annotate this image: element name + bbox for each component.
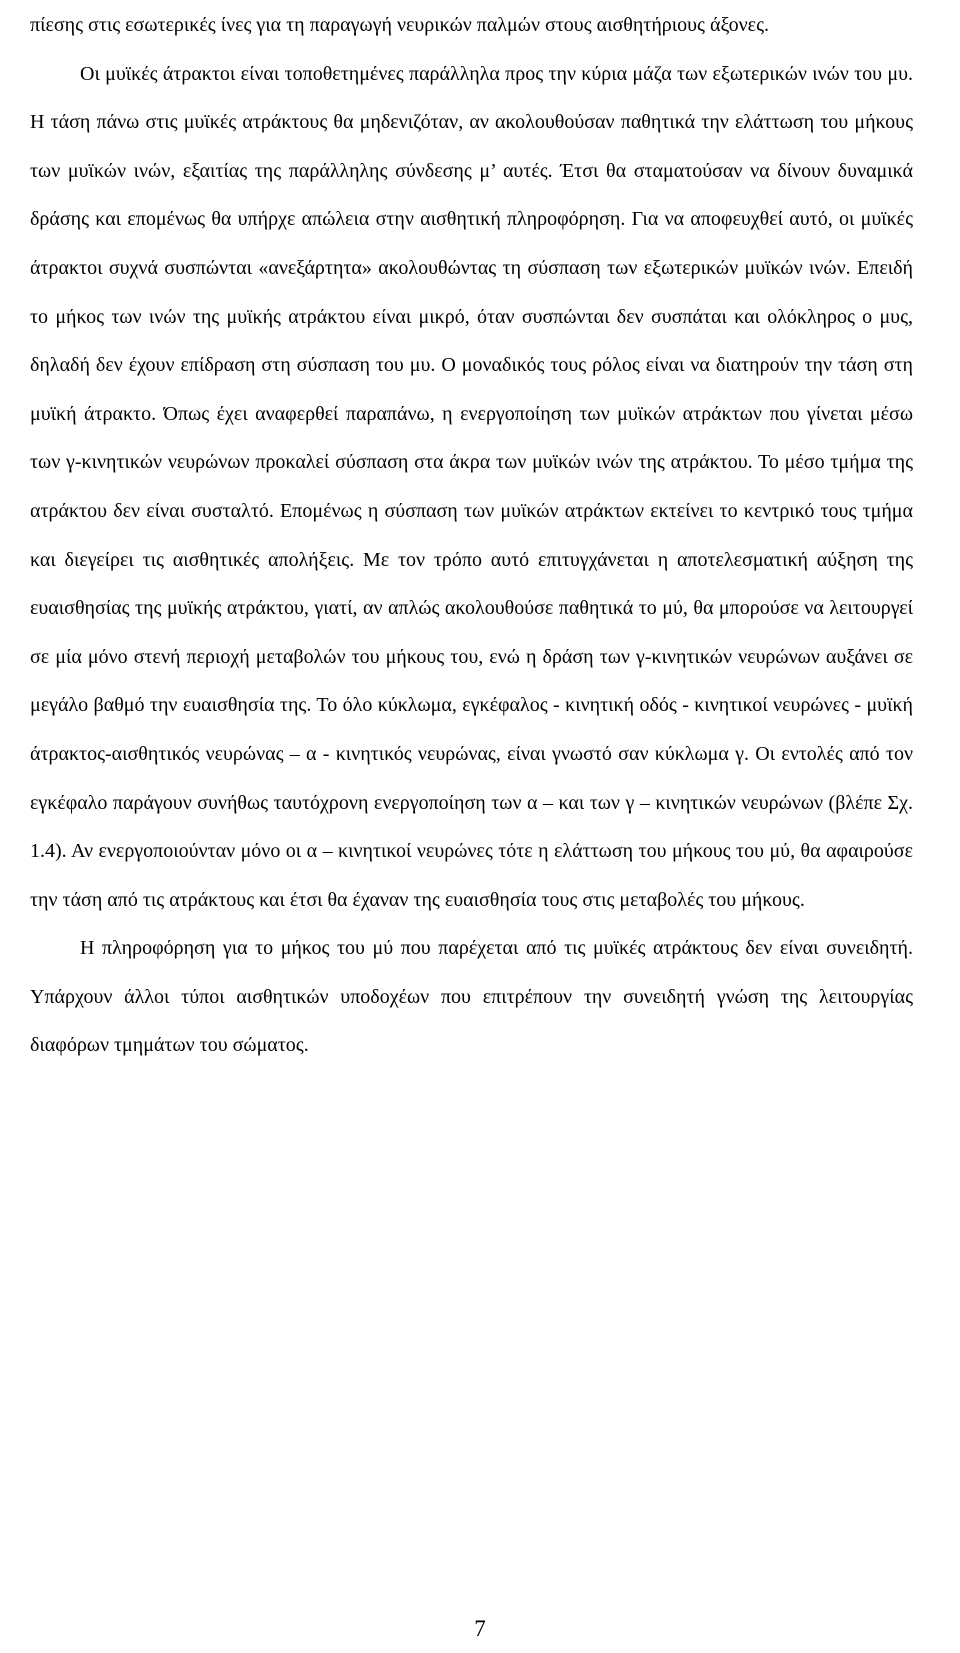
paragraph-conscious-sensing: Η πληροφόρηση για το μήκος του μύ που παρέχεται από τις μυϊκές ατράκτους δεν είναι συνειδητή. Υπάρχουν άλλοι τύποι αισθητικών υποδοχέων που επιτρέπουν την συνειδητή γνώση της λειτουργίας διαφόρων τμημάτων του σώματος. (30, 937, 913, 1057)
document-page (30, 0, 913, 1070)
page-number: 7 (474, 1616, 486, 1641)
paragraph-muscle-spindles: Οι μυϊκές άτρακτοι είναι τοποθετημένες παράλληλα προς την κύρια μάζα των εξωτερικών ινών του μυ. Η τάση πάνω στις μυϊκές ατράκτους θα μηδενιζόταν, αν ακολουθούσαν παθητικά την ελάττωση του μήκους των μυϊκών ινών, εξαιτίας της παράλληλης σύνδεσης μ’ αυτές. Έτσι θα σταματούσαν να δίνουν δυναμικά δράσης και επομένως θα υπήρχε απώλεια στην αισθητική πληροφόρηση. Για να αποφευχθεί αυτό, οι μυϊκές άτρακτοι συχνά συσπώνται «ανεξάρτητα» ακολουθώντας τη σύσπαση των εξωτερικών μυϊκών ινών. Επειδή το μήκος των ινών της μυϊκής ατράκτου είναι μικρό, όταν συσπώνται δεν συσπάται και ολόκληρος ο μυς, δηλαδή δεν έχουν επίδραση στη σύσπαση του μυ. Ο μοναδικός τους ρόλος είναι να διατηρούν την τάση στη μυϊκή άτρακτο. Όπως έχει αναφερθεί παραπάνω, η ενεργοποίηση των μυϊκών ατράκτων που γίνεται μέσω των γ-κινητικών νευρώνων προκαλεί σύσπαση στα άκρα των μυϊκών ινών της ατράκτου. Το μέσο τμήμα της ατράκτου δεν είναι συσταλτό. Επομένως η σύσπαση των μυϊκών ατράκτων εκτείνει το κεντρικό τους τμήμα και διεγείρει τις αισθητικές απολήξεις. Με τον τρόπο αυτό επιτυγχάνεται η αποτελεσματική αύξηση της ευαισθησίας της μυϊκής ατράκτου, γιατί, αν απλώς ακολουθούσε παθητικά το μύ, θα μπορούσε να λειτουργεί σε μία μόνο στενή περιοχή μεταβολών του μήκους του, ενώ η δράση των γ-κινητικών νευρώνων αυξάνει σε μεγάλο βαθμό την ευαισθησία της. Το όλο κύκλωμα, εγκέφαλος - κινητική οδός - κινητικοί νευρώνες - μυϊκή άτρακτος-αισθητικός νευρώνας – α - κινητικός νευρώνας, είναι γνωστό σαν κύκλωμα γ. Οι εντολές από τον εγκέφαλο παράγουν συνήθως ταυτόχρονη ενεργοποίηση των α – και των γ – κινητικών νευρώνων (βλέπε Σχ. 1.4). Αν ενεργοποιούνταν μόνο οι α – κινητικοί νευρώνες τότε η ελάττωση του μήκους του μύ, θα αφαιρούσε την τάση από τις ατράκτους και έτσι θα έχαναν της ευαισθησία τους στις μεταβολές του μήκους. (30, 62, 913, 911)
paragraph-continuation: πίεσης στις εσωτερικές ίνες για τη παραγωγή νευρικών παλμών στους αισθητήριους άξονες. (30, 14, 769, 36)
